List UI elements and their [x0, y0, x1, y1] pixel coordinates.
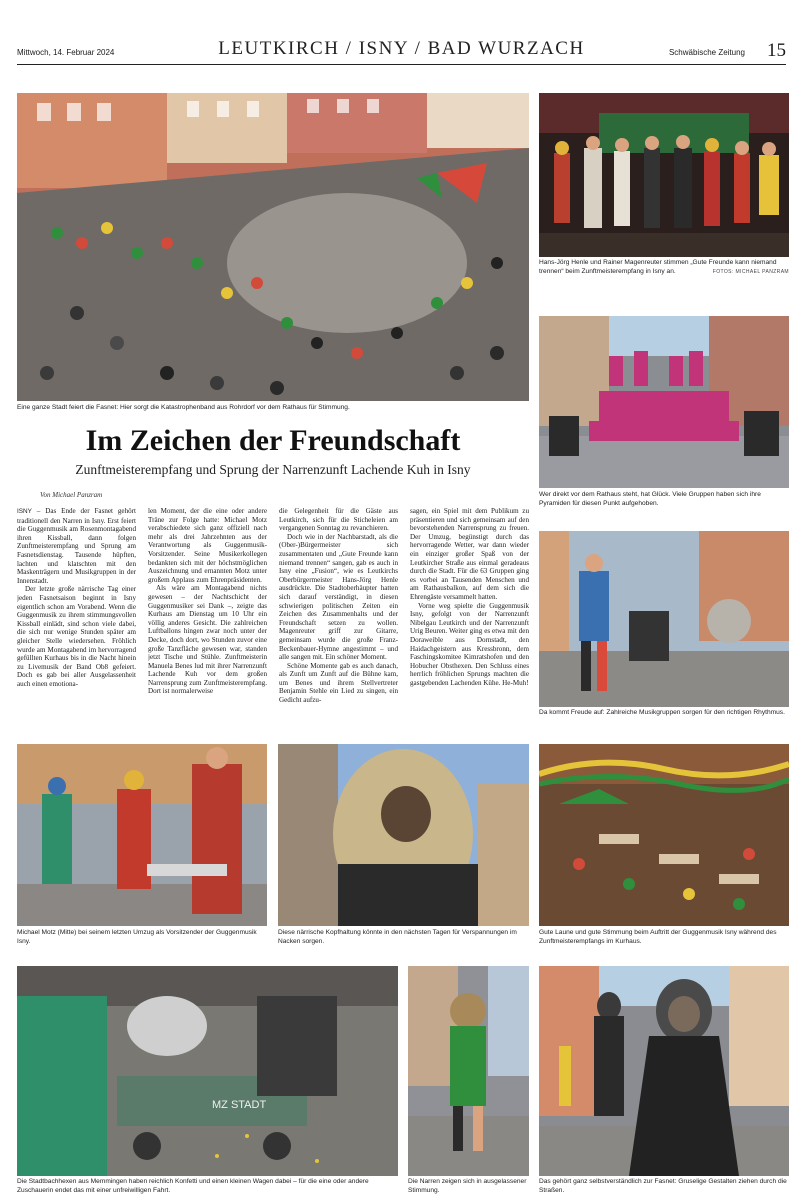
photo-drummer	[539, 531, 789, 707]
article-byline: Von Michael Panzram	[40, 491, 103, 499]
caption-hair-photo: Diese närrische Kopfhaltung könnte in den nächsten Tagen für Verspannungen im Nacken sorgen.	[278, 929, 517, 945]
caption-narren-photo: Die Narren zeigen sich in ausgelassener Stimmung.	[408, 1178, 527, 1194]
article-column-1	[17, 507, 136, 729]
caption-motz-photo: Michael Motz (Mitte) bei seinem letzten Umzug als Vorsitzender der Guggenmusik Isny.	[17, 929, 257, 945]
section-title: LEUTKIRCH / ISNY / BAD WURZACH	[218, 38, 585, 59]
column-4-paragraph-1: sagen, ein Spiel mit dem Publikum zu präsentieren und sich gemeinsam auf den bevorstehenden Narrensprung zu freuen. Der Umzug, begünstigt durch das hervorragende Wetter, war dann wieder ein einziger großer Spaß von der Leutkircher Straße aus einmal geradeaus durch die Stadt. Für die 63 Gruppen ging es vorbei an Tausenden Menschen und am Rathausbalkon, auf dem sich die Ehrengäste versammelt hatten.	[410, 507, 529, 601]
caption-wagen-photo: Die Stadtbachhexen aus Memmingen haben reichlich Konfetti und einen kleinen Wagen dabei – für die eine oder andere Zuschauerin endet das mit einer unfreiwilligen Fahrt.	[17, 1178, 369, 1194]
wagen-sign: MZ STADT	[212, 1099, 267, 1111]
photo-hair-mask	[278, 744, 529, 926]
caption-stage-text: Hans-Jörg Henle und Rainer Magenreuter stimmen „Gute Freunde kann niemand trennen“ beim Zunftmeisterempfang in Isny an.	[539, 259, 777, 275]
article-column-3	[279, 507, 398, 729]
photo-pyramid	[539, 316, 789, 488]
column-3-paragraph-2: Doch wie in der Nachbarstadt, als die (Ober-)Bürgermeister sich zusammentaten und „Gute Freunde kann niemand trennen“ sangen, gab es auch in Isny eine „Fusion“, wie es Leutkirchs Oberbürgermeister Hans-Jörg Henle ausdrückte. Die Stadtoberhäupter hatten sich darauf verständigt, in diesen schwierigen politischen Zeiten ein Zeichen des Zusammenhalts und der Freundschaft setzen zu wollen. Magenreuter griff zur Gitarre, gemeinsam wurde die große Franz-Beckenbauer-Hymne angestimmt – und alle sangen mit. Ein schöner Moment.	[279, 532, 398, 662]
column-2-paragraph-1: len Moment, der die eine oder andere Träne zur Folge hatte: Michael Motz verabschiedete sich ganz offiziell nach mehr als drei Jahrzehnten aus der Verantwortung als Guggenmusik-Vorsitzender. Seine Musikerkollegen bedankten sich mit der höchstmöglichen Auszeichnung und ernannten Motz unter großem Applaus zum Ehrenpräsidenten.	[148, 507, 267, 584]
caption-main-photo: Eine ganze Stadt feiert die Fasnet: Hier sorgt die Katastrophenband aus Rohrdorf vor dem Rathaus für Stimmung.	[17, 404, 350, 411]
column-3-paragraph-1: die Gelegenheit für die Gäste aus Leutkirch, sich für die Sticheleien am vergangenen Sonntag zu revanchieren.	[279, 507, 398, 533]
caption-gestalten-photo: Das gehört ganz selbstverständlich zur Fasnet: Gruselige Gestalten ziehen durch die Straßen.	[539, 1178, 787, 1194]
newspaper-name: Schwäbische Zeitung	[668, 48, 745, 57]
photo-stage-singers	[539, 93, 789, 257]
caption-pyramid-photo: Wer direkt vor dem Rathaus steht, hat Glück. Viele Gruppen haben sich ihre Pyramiden für diesen Punkt aufgehoben.	[539, 491, 761, 507]
column-1-paragraph-2: Der letzte große närrische Tag einer jeden Fasnetsaison beginnt in Isny eigentlich schon am Vorabend. Wenn die Guggenmusik zu ihrem stimmungsvollen Kissball einlädt, sind schon viele dabei, die sich nur wenige Stunden später am gleicher Stelle wiedersehen. Fröhlich wurde am Montagabend im hervorragend gefüllten Kurhaus bis in die Nacht hinein zu Livemusik der Band Ob8 gefeiert. Doch es gab bei aller Ausgelassenheit auch einen emotiona-	[17, 585, 136, 688]
article-headline: Im Zeichen der Freundschaft	[85, 424, 461, 457]
photo-narren	[408, 966, 529, 1176]
column-2-paragraph-2: Als wäre am Montagabend nichts gewesen – der Nachtschicht der Guggenmusiker sei Dank –, zeigte das Kurhaus am Dienstag um 10 Uhr ein völlig anderes Gesicht. Die zahlreichen Luftballons hingen zwar noch unter der Decke, doch dort, wo Stunden zuvor eine große Tanzfläche gewesen war, standen jetzt Tische und Stühle. Zunftmeisterin Manuela Benes lud mit ihrer Narrenzunft Lachende Kuh vor dem großen Narrensprung zum Zunftmeisterempfang. Dort ist normalerweise	[148, 584, 267, 696]
header-rule	[17, 64, 786, 65]
photo-michael-motz	[17, 744, 267, 926]
article-subheadline: Zunftmeisterempfang und Sprung der Narrenzunft Lachende Kuh in Isny	[75, 462, 471, 477]
article-column-2	[148, 507, 267, 729]
photo-stadtbachhexen-wagen	[17, 966, 398, 1176]
caption-kurhaus-photo: Gute Laune und gute Stimmung beim Auftritt der Guggenmusik Isny während des Zunftmeisterempfangs im Kurhaus.	[539, 929, 777, 945]
column-1-paragraph-1	[17, 507, 136, 585]
dateline: ISNY	[17, 508, 32, 515]
column-3-paragraph-3: Schöne Momente gab es auch danach, als Zunft um Zunft auf die Bühne kam, um Benes und ihrem Stellvertreter Benjamin Stehle ein Lied zu singen, ein Gedicht aufzu-	[279, 661, 398, 705]
main-photo-crowd	[17, 93, 529, 401]
column-4-paragraph-2: Vorne weg spielte die Guggenmusik Isny, gefolgt von der Narrenzunft Nibelgau Leutkirch und der Narrenzunft Urig Beuren. Weiter ging es etwa mit den Doraweible aus Dornstadt, den Haidachgeistern aus Kressbronn, dem Faschingskomitee Kimratshofen und den Hobucher Obsthexen. Den Schluss eines herrlich fröhlichen Sprungs machten die gastgebenden Lachenden Kühe. He-Muh!	[410, 601, 529, 687]
caption-stage-photo	[539, 259, 789, 276]
photo-gruselige-gestalten	[539, 966, 789, 1176]
article-column-4	[410, 507, 529, 729]
photo-kurhaus	[539, 744, 789, 926]
photo-credit: FOTOS: MICHAEL PANZRAM	[712, 268, 789, 275]
issue-date: Mittwoch, 14. Februar 2024	[17, 48, 115, 57]
page-number: 15	[767, 40, 786, 61]
caption-drummer-photo: Da kommt Freude auf: Zahlreiche Musikgruppen sorgen für den richtigen Rhythmus.	[539, 709, 785, 716]
column-1-paragraph-1-text: – Das Ende der Fasnet gehört traditionell den Narren in Isny. Erst feiert die Guggenmusik am Rosenmontagabend ihren Kissball, dann folgen Zunftmeisterempfang und Sprung am Fasnetsdienstag. Tausende hüpften, lachten und klatschten mit den Maskenträgern und Musikgruppen in der Innenstadt.	[17, 507, 136, 585]
